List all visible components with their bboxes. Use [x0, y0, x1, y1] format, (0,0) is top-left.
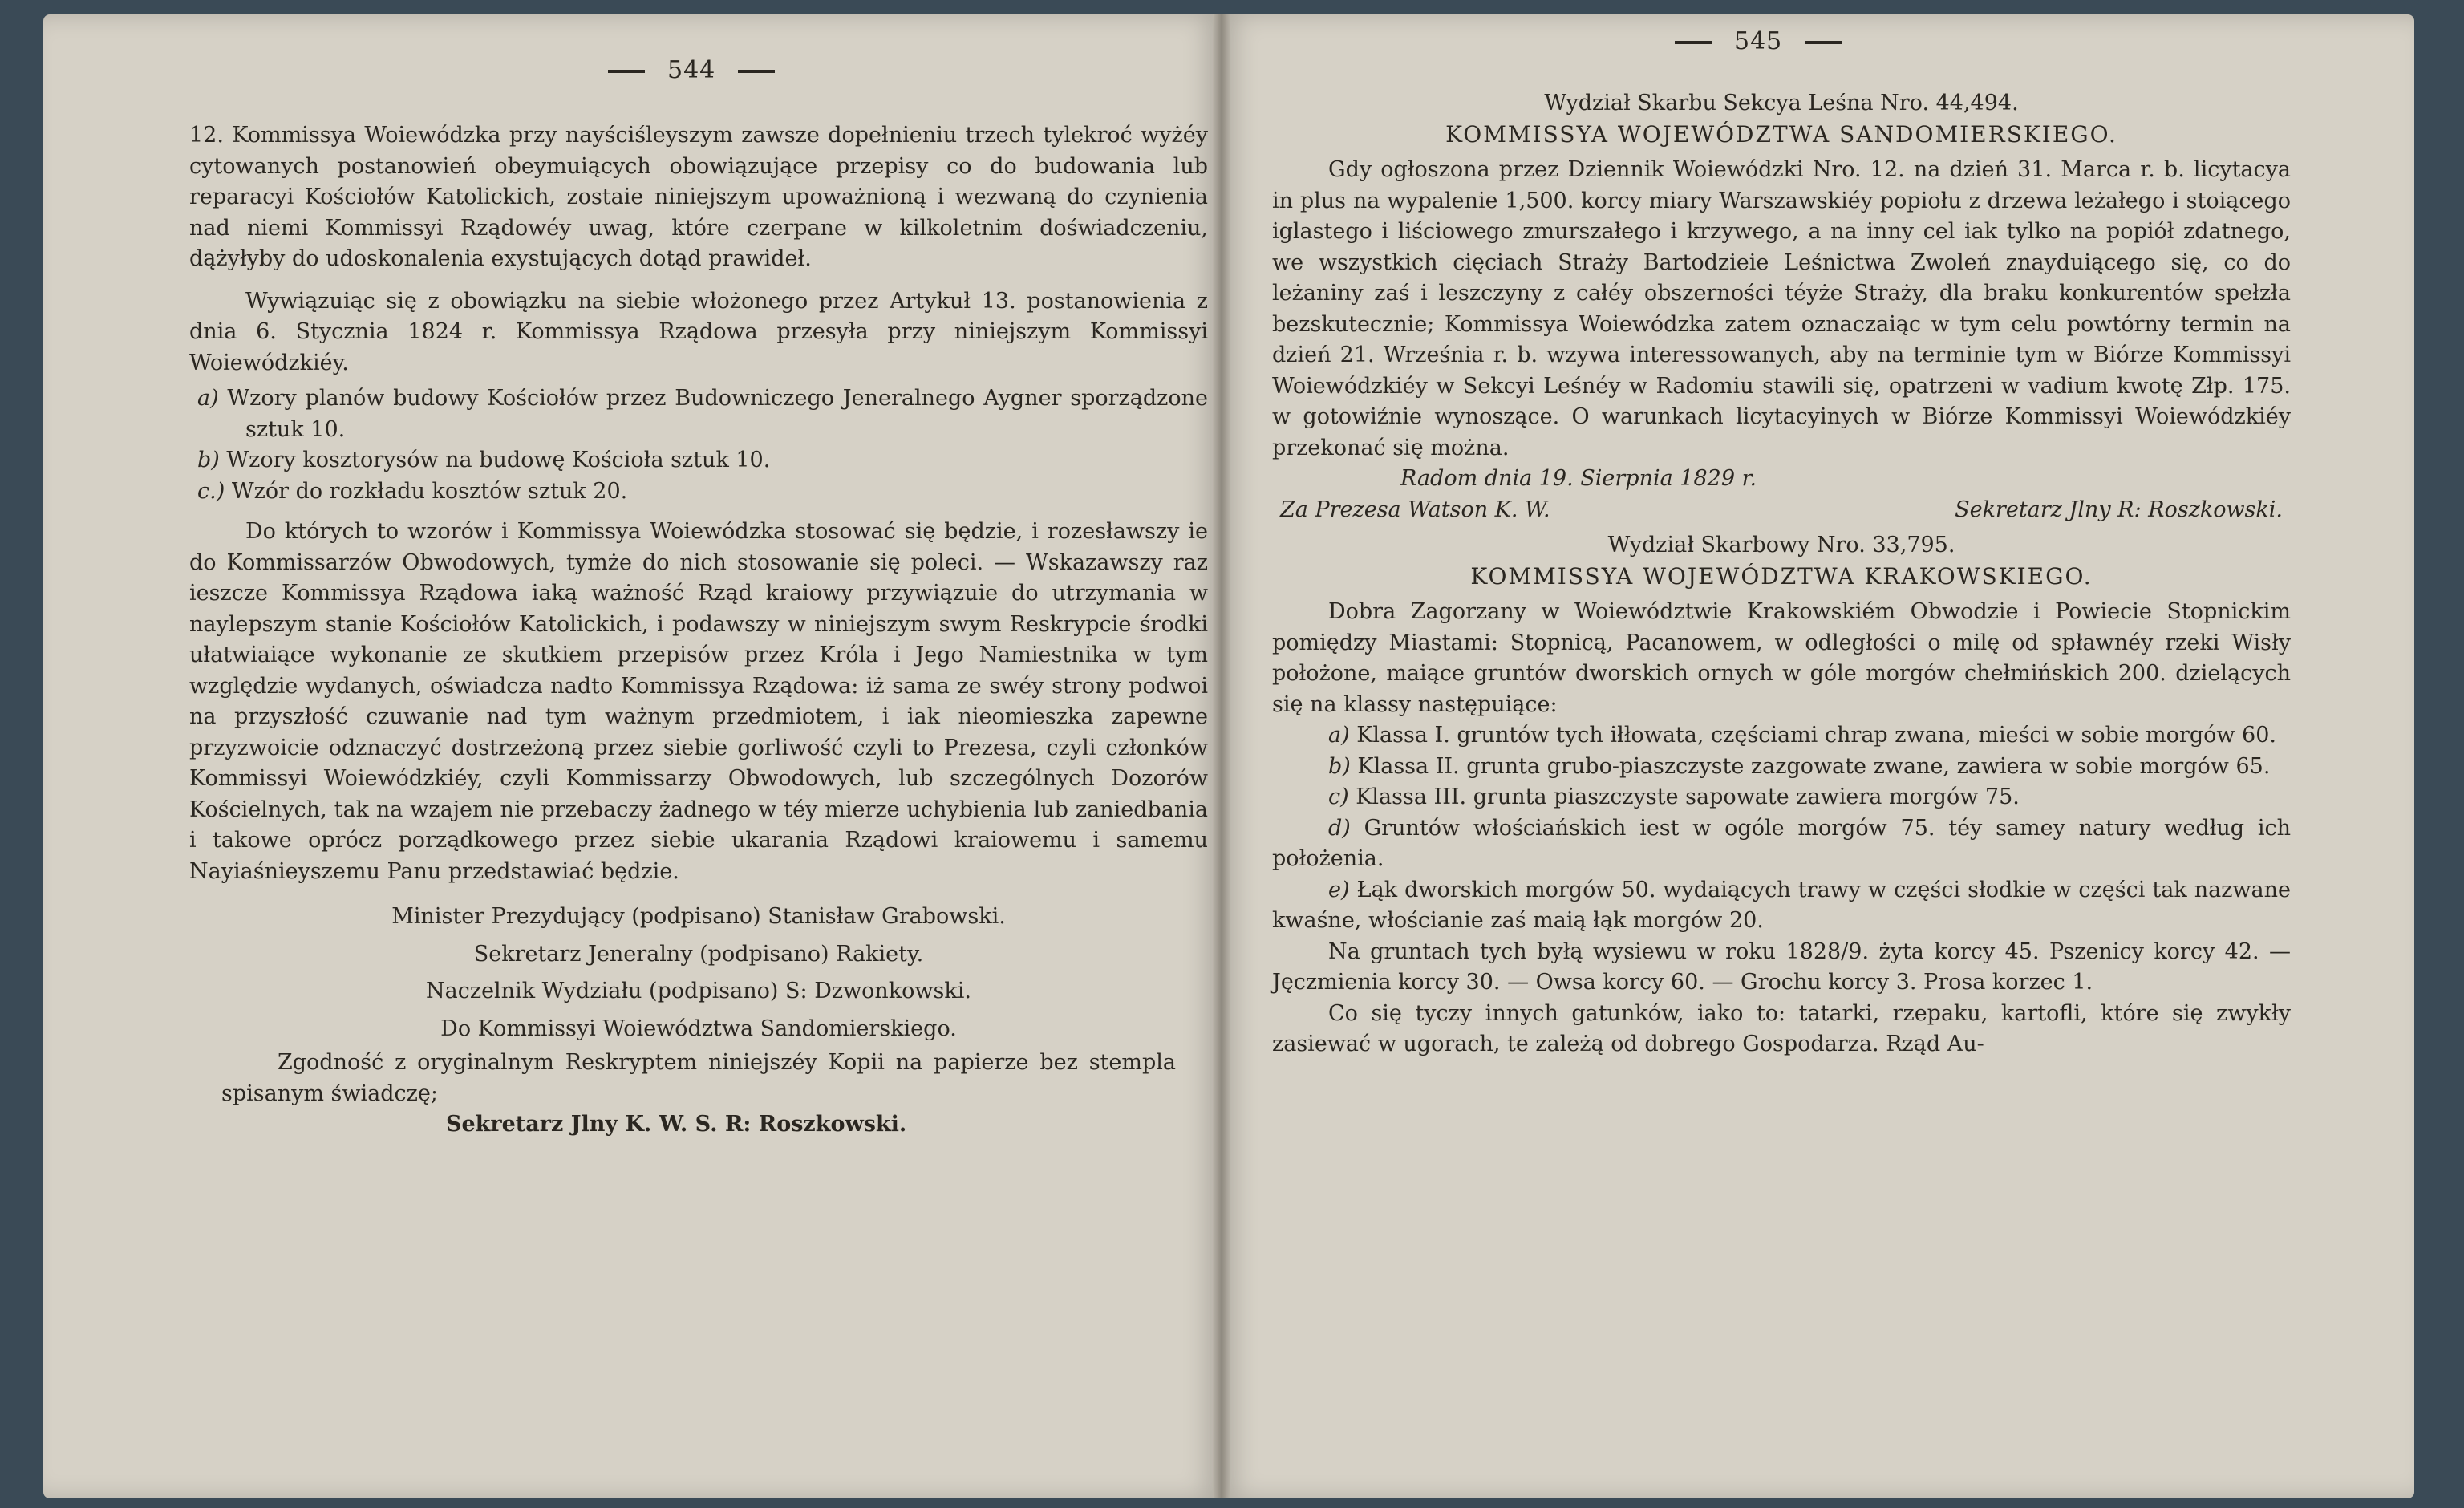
sekretarz-final: Sekretarz Jlny K. W. S. R: Roszkowski.	[446, 1112, 907, 1137]
notice1-signatures	[1272, 495, 2291, 526]
list-item-c: c.) Wzór do rozkładu kosztów sztuk 20.	[197, 478, 628, 504]
signature-naczelnik: Naczelnik Wydziału (podpisano) S: Dzwonkowski.	[426, 979, 971, 1003]
notice2-co-sie: Co się tyczy innych gatunków, iako to: tatarki, rzepaku, kartofli, które się zwykły zasiewać w ugorach, te zależą od dobrego Gospodarza. Rząd Au-	[1272, 1000, 2291, 1056]
left-page-number: 544	[667, 56, 716, 84]
notice2-item-e: e) Łąk dworskich morgów 50. wydaiących trawy w części słodkie w części tak nazwane kwaśne, włościanie zaś maią łąk morgów 20.	[1272, 877, 2291, 933]
notice1-sign-right: Sekretarz Jlny R: Roszkowski.	[1955, 497, 2283, 522]
paragraph-wywiazujac: Wywiązuiąc się z obowiązku na siebie włożonego przez Artykuł 13. postanowienia z dnia 6. Stycznia 1824 r. Kommissya Rządowa przesyła przy niniejszym Kommissyi Woiewódzkiéy.	[189, 288, 1208, 375]
notice1-body: Gdy ogłoszona przez Dziennik Woiewódzki Nro. 12. na dzień 31. Marca r. b. licytacya in plus na wypalenie 1,500. korcy miary Warszawskiéy popiołu z drzewa leżałego i stoiącego iglastego i liściowego zmurszałego i krzywego, a na inny cel iak tylko na popiół zdatnego, we wszystkich cięciach Straży Bartodzieie Leśnictwa Zwoleń znayduiącego się, co do leżaniny zaś i leszczyny z całéy obszerności téyże Straży, dla braku konkurentów spełzła bezskutecznie; Kommissya Woiewódzka zatem oznaczaiąc w tym celu powtórny termin na dzień 21. Września r. b. wzywa interessowanych, aby na terminie tym w Biórze Kommissyi Woiewódzkiéy w Sekcyi Leśnéy w Radomiu stawili się, opatrzeni w vadium kwotę Złp. 175. w gotowiźnie wynoszące. O warunkach licytacyinych w Biórze Kommissyi Woiewódzkiéy przekonać się można.	[1272, 157, 2291, 460]
notice2-item-a: a) Klassa I. gruntów tych iłłowata, częściami chrap zwana, mieści w sobie morgów 60.	[1328, 723, 2276, 748]
zgodnosc-line: Zgodność z oryginalnym Reskryptem niniejszéy Kopii na papierze bez stempla spisanym świadczę;	[221, 1050, 1176, 1106]
left-page-text	[189, 120, 1208, 1141]
addressee-line: Do Kommissyi Woiewództwa Sandomierskiego.	[440, 1015, 957, 1041]
notice1-sign-left: Za Prezesa Watson K. W.	[1280, 497, 1550, 522]
notice1-place-date: Radom dnia 19. Sierpnia 1829 r.	[1400, 466, 1757, 491]
book-gutter	[1213, 14, 1230, 1498]
notice2-body: Dobra Zagorzany w Woiewództwie Krakowskiém Obwodzie i Powiecie Stopnickim pomiędzy Miastami: Stopnicą, Pacanowem, w odległości o milę od spławnéy rzeki Wisły położone, maiące gruntów dworskich ornych w góle morgów chełmińskich 200. dzielących się na klassy następuiące:	[1272, 599, 2291, 717]
notice2-ref: Wydział Skarbowy Nro. 33,795.	[1607, 533, 1955, 557]
paragraph-12: 12. Kommissya Woiewódzka przy nayściśleyszym zawsze dopełnieniu trzech tylekroć wyżéy cytowanych postanowień obeymuiących obowiązujące przepisy co do budowania lub reparacyi Kościołów Katolickich, zostaie niniejszym upoważnioną i wezwaną do czynienia nad niemi Kommissyi Rządowéy uwag, które czerpane w kilkoletnim doświadczeniu, dążyłyby do udoskonalenia exystujących dotąd prawideł.	[189, 123, 1208, 271]
notice2-item-c: c) Klassa III. grunta piaszczyste sapowate zawiera morgów 75.	[1328, 784, 2020, 809]
list-item-b: b) Wzory kosztorysów na budowę Kościoła sztuk 10.	[197, 448, 771, 472]
notice1-ref: Wydział Skarbu Sekcya Leśna Nro. 44,494.	[1544, 91, 2019, 116]
right-page-number: 545	[1734, 27, 1783, 55]
notice2-item-d: d) Gruntów włościańskich iest w ogóle morgów 75. téy samey natury według ich położenia.	[1272, 815, 2291, 871]
left-page-number-line	[586, 56, 797, 84]
notice2-wysiew: Na gruntach tych byłą wysiewu w roku 1828/9. żyta korcy 45. Pszenicy korcy 42. — Jęczmienia korcy 30. — Owsa korcy 60. — Grochu korcy 3. Prosa korzec 1.	[1272, 938, 2291, 995]
paragraph-do-ktorych: Do których to wzorów i Kommissya Woiewódzka stosować się będzie, i rozesławszy ie do Kommissarzów Obwodowych, tymże do nich stosowanie się poleci. — Wskazawszy raz ieszcze Kommissya Rządowa iaką ważność Rząd kraiowy przywiązuie do utrzymania w naylepszym stanie Kościołów Katolickich, i podawszy w niniejszym swym Reskrypcie środki ułatwiaiące wykonanie ze skutkiem przepisów przez Króla i Jego Namiestnika w tym względzie wydanych, oświadcza nadto Kommissya Rządowa: iż sama ze swéy strony podwoi na przyszłość czuwanie nad tym ważnym przedmiotem, i iak nieomieszka zapewne przyzwoicie odznaczyć dostrzeżoną przez siebie gorliwość czyli to Prezesa, czyli członków Kommissyi Woiewódzkiéy, czyli Kommissarzy Obwodowych, lub szczególnych Dozorów Kościelnych, tak na wzajem nie przebaczy żadnego w téy mierze uchybienia lub zaniedbania i takowe oprócz porządkowego przez siebie ukarania Rządowi kraiowemu i samemu Nayiaśnieyszemu Panu przedstawiać będzie.	[189, 519, 1208, 884]
notice1-heading: KOMMISSYA WOJEWÓDZTWA SANDOMIERSKIEGO.	[1445, 120, 2118, 148]
right-page-text	[1272, 88, 2291, 1060]
notice2-item-b: b) Klassa II. grunta grubo-piaszczyste zazgowate zwane, zawiera w sobie morgów 65.	[1328, 753, 2271, 779]
signature-minister: Minister Prezydujący (podpisano) Stanisław Grabowski.	[391, 904, 1006, 929]
notice2-heading: KOMMISSYA WOJEWÓDZTWA KRAKOWSKIEGO.	[1470, 562, 2093, 590]
list-item-a: a) Wzory planów budowy Kościołów przez Budowniczego Jeneralnego Aygner sporządzone sztuk 10.	[197, 386, 1208, 442]
signature-sekretarz: Sekretarz Jeneralny (podpisano) Rakiety.	[473, 941, 924, 967]
right-page-number-line	[1652, 27, 1864, 55]
